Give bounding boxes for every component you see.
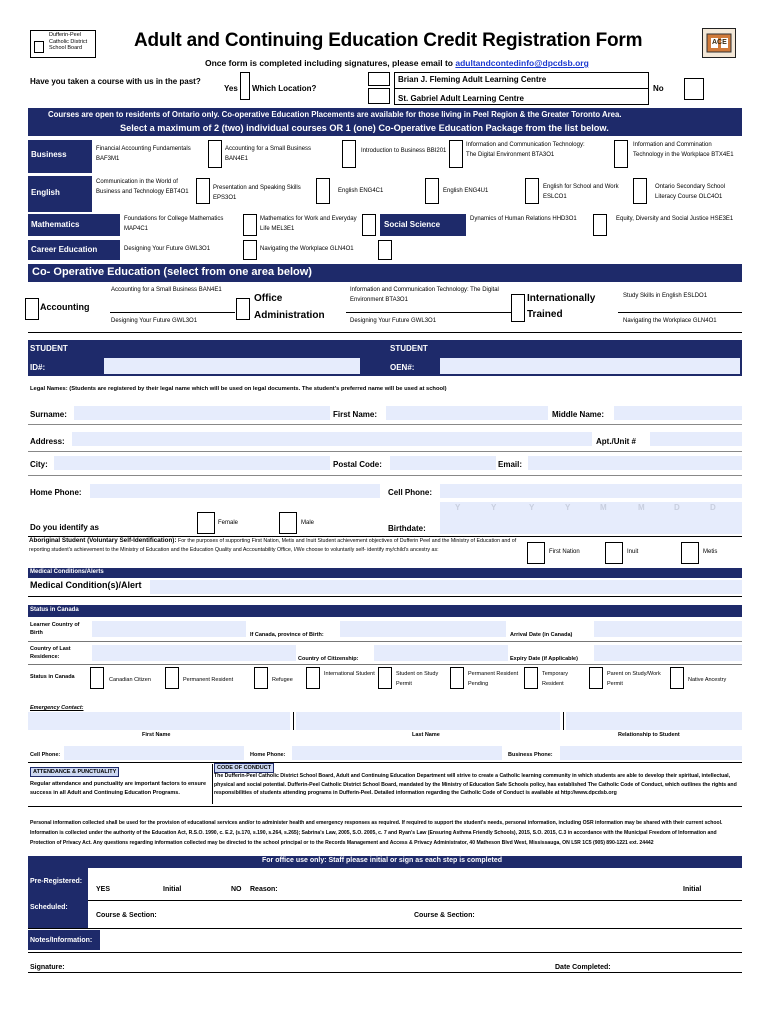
course-gln4o1: Navigating the Workplace GLN4O1 [260, 246, 354, 252]
emergency-divider1 [293, 712, 294, 730]
temporary-resident-checkbox[interactable] [524, 667, 538, 689]
cell-phone-label: Cell Phone: [388, 488, 433, 497]
row-rule3 [28, 475, 742, 476]
coop-intl-checkbox[interactable] [511, 294, 525, 322]
medical-condition-label: Medical Condition(s)/Alert [30, 580, 142, 590]
course-eps3o1: Presentation and Speaking Skills EPS3O1 [213, 185, 301, 201]
first-name-label: First Name: [333, 410, 378, 419]
row-rule1 [28, 424, 742, 425]
banner-line2: Select a maximum of 2 (two) individual courses OR 1 (one) Co-Operative Education Package from the list below. [120, 123, 609, 133]
emergency-first-label: First Name [142, 732, 171, 738]
board-logo [30, 30, 96, 58]
eng4c1-checkbox[interactable] [425, 178, 439, 204]
scheduled-label: Scheduled: [30, 904, 68, 911]
banner-line1: Courses are open to residents of Ontario only. Co-operative Education Placements are available for those living in Peel Region & the Greater Toronto Area. [48, 110, 622, 119]
coop-office-label2: Administration [254, 310, 325, 321]
course-eslco1: English for School and Work ESLCO1 [543, 184, 619, 200]
oen-label2: OEN#: [390, 363, 415, 372]
parent-permit-label: Parent on Study/Work Permit [607, 671, 661, 687]
birthdate-label: Birthdate: [388, 524, 426, 533]
course-section-1: Course & Section: [96, 912, 157, 919]
course-bbi201: Introduction to Business BBI201 [361, 148, 447, 154]
female-label: Female [218, 520, 239, 526]
medical-bar-label: Medical Conditions/Alerts [30, 569, 104, 575]
ace-emblem-icon: ACE [702, 28, 736, 58]
yes-label: Yes [224, 84, 238, 93]
date-ph-1: Y [455, 503, 461, 512]
coop-bottom-rule [28, 332, 742, 333]
metis-checkbox[interactable] [681, 542, 699, 564]
notes-label: Notes/Information: [30, 937, 93, 944]
status-canada-label: Status in Canada [30, 674, 75, 680]
birth-country-input[interactable] [92, 621, 246, 637]
expiry-input[interactable] [594, 645, 742, 661]
status-bar [28, 605, 742, 617]
date-ph-8: D [710, 503, 716, 512]
office-rule3 [28, 952, 742, 953]
office-bar-label: For office use only: Staff please initial or sign as each step is completed [262, 857, 503, 864]
pre-registered-label: Pre-Registered: [30, 878, 83, 885]
coop-office-checkbox[interactable] [236, 298, 250, 320]
medical-rule [28, 596, 742, 597]
which-location-label: Which Location? [252, 84, 317, 93]
canadian-citizen-checkbox[interactable] [90, 667, 104, 689]
emergency-rule [28, 762, 742, 763]
permanent-resident-label: Permanent Resident [183, 677, 234, 683]
course-ebt4o1: Communication in the World of Business and Technology EBT4O1 [96, 179, 189, 195]
medical-condition-input[interactable] [150, 580, 742, 594]
coop-intl-label2: Trained [527, 309, 563, 320]
location-1: Brian J. Fleming Adult Learning Centre [398, 75, 547, 84]
course-gwl3o1: Designing Your Future GWL3O1 [124, 246, 211, 252]
pre-registered-cell [28, 868, 88, 900]
metis-label: Metis [703, 549, 718, 555]
course-mel3e1: Mathematics for Work and Everyday Life MEL3E1 [260, 216, 357, 232]
surname-input[interactable] [74, 406, 330, 420]
coop-header [28, 264, 742, 282]
citizenship-label: Country of Citizenship: [298, 656, 359, 662]
aboriginal-text: Aboriginal Student (Voluntary Self-Identification): For the purposes of supporting First Nation, Metis and Inuit Student achievement objectives of Dufferin Peel and the Ministry of Education and of reporting student's achievement to the Ministry of Education and the Education Quality and Accountability Office, I/We choose to voluntarily self- identify my/child's ancestry as: [29, 537, 517, 553]
office-bar [28, 856, 742, 868]
apt-input[interactable] [650, 432, 742, 446]
medical-bar [28, 568, 742, 578]
postal-input[interactable] [390, 456, 496, 470]
apt-label: Apt./Unit # [596, 437, 636, 446]
course-section-2: Course & Section: [414, 912, 475, 919]
citizenship-input[interactable] [374, 645, 508, 661]
bta3o1-checkbox[interactable] [449, 140, 463, 168]
eps3o1-checkbox[interactable] [316, 178, 330, 204]
inuit-label: Inuit [627, 549, 639, 555]
emergency-cell-label: Cell Phone: [30, 752, 61, 758]
coop-rule1 [110, 312, 235, 313]
city-input[interactable] [54, 456, 330, 470]
ebt4o1-checkbox[interactable] [196, 178, 210, 204]
date-ph-7: D [674, 503, 680, 512]
location-2: St. Gabriel Adult Learning Centre [398, 94, 524, 103]
coop-intl-label1: Internationally [527, 293, 596, 304]
logo-mark-icon [34, 41, 44, 53]
prior-no-checkbox[interactable] [684, 78, 704, 100]
oen-label1: STUDENT [390, 344, 428, 353]
coop-acc-course2: Designing Your Future GWL3O1 [111, 318, 198, 324]
loc1-checkbox[interactable] [368, 72, 390, 86]
loc2-checkbox[interactable] [368, 88, 390, 104]
emergency-business-input[interactable] [560, 746, 742, 760]
coop-int-course2: Navigating the Workplace GLN4O1 [623, 318, 717, 324]
province-label: If Canada, province of Birth: [250, 632, 324, 638]
conduct-divider [212, 764, 213, 804]
status-bar-label: Status in Canada [30, 607, 79, 613]
emergency-label: Emergency Contact: [30, 705, 84, 711]
address-label: Address: [30, 437, 65, 446]
pr-pending-checkbox[interactable] [450, 667, 464, 689]
female-checkbox[interactable] [197, 512, 215, 534]
native-ancestry-label: Native Ancestry [688, 677, 727, 683]
signature-label: Signature: [30, 964, 65, 971]
course-map4c1: Foundations for College Mathematics MAP4C1 [124, 216, 224, 232]
international-student-label: International Student [324, 671, 375, 677]
expiry-label: Expiry Date (if Applicable) [510, 656, 578, 662]
office-rule4 [28, 972, 742, 973]
course-bta3o1: Information and Communication Technology: The Digital Environment BTA3O1 [466, 142, 585, 158]
male-checkbox[interactable] [279, 512, 297, 534]
course-eng4c1: English ENG4C1 [338, 188, 384, 194]
residence-label: Country of Last Residence: [30, 646, 71, 660]
office-no: NO [231, 886, 242, 893]
date-ph-6: M [638, 503, 645, 512]
study-permit-checkbox[interactable] [378, 667, 392, 689]
ban4e1-checkbox[interactable] [342, 140, 356, 168]
course-eng4u1: English ENG4U1 [443, 188, 489, 194]
study-permit-label: Student on Study Permit [396, 671, 439, 687]
hhd3o1-checkbox[interactable] [593, 214, 607, 236]
identify-label: Do you identify as [30, 523, 99, 532]
date-ph-2: Y [491, 503, 497, 512]
male-label: Male [301, 520, 315, 526]
coop-office-label1: Office [254, 293, 283, 304]
student-id-label2: ID#: [30, 363, 46, 372]
social-label: Social Science [380, 214, 466, 236]
emergency-rel-label: Relationship to Student [618, 732, 680, 738]
arrival-input[interactable] [594, 621, 742, 637]
office-initial2: Initial [683, 886, 702, 893]
oen-input[interactable] [440, 358, 740, 374]
office-initial: Initial [163, 886, 182, 893]
office-rule1 [28, 900, 742, 901]
date-ph-3: Y [529, 503, 535, 512]
emergency-home-input[interactable] [292, 746, 502, 760]
parent-permit-checkbox[interactable] [589, 667, 603, 689]
scheduled-cell [28, 900, 88, 928]
date-ph-4: Y [565, 503, 571, 512]
subtitle: Once form is completed including signatures, please email to adultandcontedinfo@dpcdsb.org [205, 58, 589, 68]
eng4u1-checkbox[interactable] [525, 178, 539, 204]
status-rule1 [28, 641, 742, 642]
inuit-checkbox[interactable] [605, 542, 623, 564]
coop-off-course1: Information and Communication Technology: The Digital Environment BTA3O1 [350, 287, 499, 303]
business-label: Business [28, 140, 92, 173]
permanent-resident-checkbox[interactable] [165, 667, 179, 689]
mel3e1-checkbox[interactable] [362, 214, 376, 236]
home-phone-label: Home Phone: [30, 488, 82, 497]
attendance-title: ATTENDANCE & PUNCTUALITY [30, 767, 119, 777]
birthdate-input[interactable] [440, 502, 742, 534]
international-student-checkbox[interactable] [306, 667, 320, 689]
emergency-first-input[interactable] [28, 712, 290, 730]
address-input[interactable] [72, 432, 592, 446]
baf3m1-checkbox[interactable] [208, 140, 222, 168]
emergency-divider2 [563, 712, 564, 730]
office-rule2 [28, 928, 742, 929]
postal-label: Postal Code: [333, 460, 382, 469]
surname-label: Surname: [30, 410, 67, 419]
privacy-text: Personal information collected shall be used for the provision of educational services and/or to administer health and emergency responses as required. If required to support the student's needs, personal information, including OSR information may be shared with their current school. Information is collected under the authority of the Education Act, R.S.O. 1990, c. E.2, (s.170, s.190, s.264, s.265); Sabrina's Law, 2005, S.O. 2005, c. 7 and Ryan's Law (Ensuring Asthma Friendly Schools), 2015, S.O. 2015, C.3 in accordance with the Municipal Freedom of Information and Protection of Privacy Act. Any questions regarding information collected may be directed to the school principal or to the Records Management and Access & Privacy Administrator, 40 Matheson Blvd West, Mississauga, ON L5R 1C5 (905) 890-1221 ext. 24442 [30, 820, 723, 846]
emergency-business-label: Business Phone: [508, 752, 553, 758]
emergency-home-label: Home Phone: [250, 752, 286, 758]
notes-cell [28, 930, 100, 950]
city-label: City: [30, 460, 48, 469]
birth-country-label: Learner Country of Birth [30, 622, 80, 636]
refugee-checkbox[interactable] [254, 667, 268, 689]
olc4o1-checkbox[interactable] [633, 178, 647, 204]
pr-pending-label: Permanent Resident Pending [468, 671, 519, 687]
middle-name-label: Middle Name: [552, 410, 605, 419]
coop-accounting-checkbox[interactable] [25, 298, 39, 320]
prior-question: Have you taken a course with us in the past? [30, 77, 201, 86]
coop-rule3 [618, 312, 742, 313]
coop-rule2 [346, 312, 511, 313]
emergency-cell-input[interactable] [64, 746, 244, 760]
email-link[interactable]: adultandcontedinfo@dpcdsb.org [455, 58, 589, 68]
coop-int-course1: Study Skills in English ESLDO1 [623, 293, 708, 299]
student-id-input[interactable] [104, 358, 360, 374]
map4c1-checkbox[interactable] [243, 214, 257, 236]
first-name-input[interactable] [386, 406, 548, 420]
course-hhd3o1: Dynamics of Human Relations HHD3O1 [470, 216, 577, 222]
row-rule2 [28, 451, 742, 452]
email-input[interactable] [528, 456, 742, 470]
arrival-label: Arrival Date (in Canada) [510, 632, 573, 638]
residence-input[interactable] [92, 645, 296, 661]
no-label: No [653, 84, 664, 93]
emergency-last-label: Last Name [412, 732, 440, 738]
career-label: Career Education [28, 240, 120, 260]
date-ph-5: M [600, 503, 607, 512]
gwl3o1-checkbox[interactable] [243, 240, 257, 260]
logo-text: Dufferin-Peel Catholic District School Board [49, 32, 88, 51]
page-title: Adult and Continuing Education Credit Registration Form [134, 30, 643, 51]
emergency-relationship-input[interactable] [566, 712, 742, 730]
courses-banner [28, 108, 742, 136]
course-baf3m1: Financial Accounting Fundamentals BAF3M1 [96, 146, 191, 162]
native-ancestry-checkbox[interactable] [670, 667, 684, 689]
course-btx4e1: Information and Commination Technology in the Workplace BTX4E1 [633, 142, 734, 158]
cell-phone-input[interactable] [440, 484, 742, 498]
status-rule2 [28, 664, 742, 665]
location-divider [394, 88, 649, 89]
province-input[interactable] [340, 621, 506, 637]
course-hse3e1: Equity, Diversity and Social Justice HSE3E1 [616, 216, 734, 222]
office-yes: YES [96, 886, 111, 893]
conduct-rule [28, 806, 742, 807]
coop-off-course2: Designing Your Future GWL3O1 [350, 318, 437, 324]
coop-accounting-label: Accounting [40, 302, 90, 312]
conduct-text: The Dufferin-Peel Catholic District School Board, Adult and Continuing Education Department will strive to create a Catholic learning community in which students are able to develop their spiritual, intellectual, physical and social potential. Dufferin-Peel Catholic District School Board, mandated by the Ministry of Education Safe Schools policy, has established The Catholic Code of Conduct, which outlines the rights and responsibilities of students attending programs in Dufferin-Peel. Detailed information regarding the Catholic Code of Conduct is available at http://www.dpcdsb.org [214, 773, 737, 796]
first-nation-label: First Nation [549, 549, 580, 555]
course-olc4o1: Ontario Secondary School Literacy Course OLC4O1 [655, 184, 726, 200]
coop-heading: Co- Operative Education (select from one area below) [32, 266, 312, 278]
temporary-resident-label: Temporary Resident [542, 671, 568, 687]
btx4e1-checkbox[interactable] [614, 140, 628, 168]
email-label: Email: [498, 460, 523, 469]
legal-names-note: Legal Names: (Students are registered by their legal name which will be used on legal documents. The student's preferred name will be used at school) [30, 386, 447, 392]
emergency-last-input[interactable] [296, 712, 560, 730]
coop-acc-course1: Accounting for a Small Business BAN4E1 [111, 287, 222, 293]
attendance-text: Regular attendance and punctuality are important factors to ensure success in all Adult and Continuing Education Programs. [30, 781, 207, 796]
home-phone-input[interactable] [90, 484, 380, 498]
canadian-citizen-label: Canadian Citizen [109, 677, 151, 683]
math-label: Mathematics [28, 214, 120, 236]
refugee-label: Refugee [272, 677, 293, 683]
course-ban4e1: Accounting for a Small Business BAN4E1 [225, 146, 312, 162]
first-nation-checkbox[interactable] [527, 542, 545, 564]
english-label: English [28, 176, 92, 212]
gln4o1-checkbox[interactable] [378, 240, 392, 260]
conduct-title: CODE OF CONDUCT [214, 763, 274, 773]
office-reason: Reason: [250, 886, 278, 893]
date-completed-label: Date Completed: [555, 964, 611, 971]
student-id-label1: STUDENT [30, 344, 68, 353]
middle-name-input[interactable] [614, 406, 742, 420]
prior-yes-checkbox[interactable] [240, 72, 250, 100]
